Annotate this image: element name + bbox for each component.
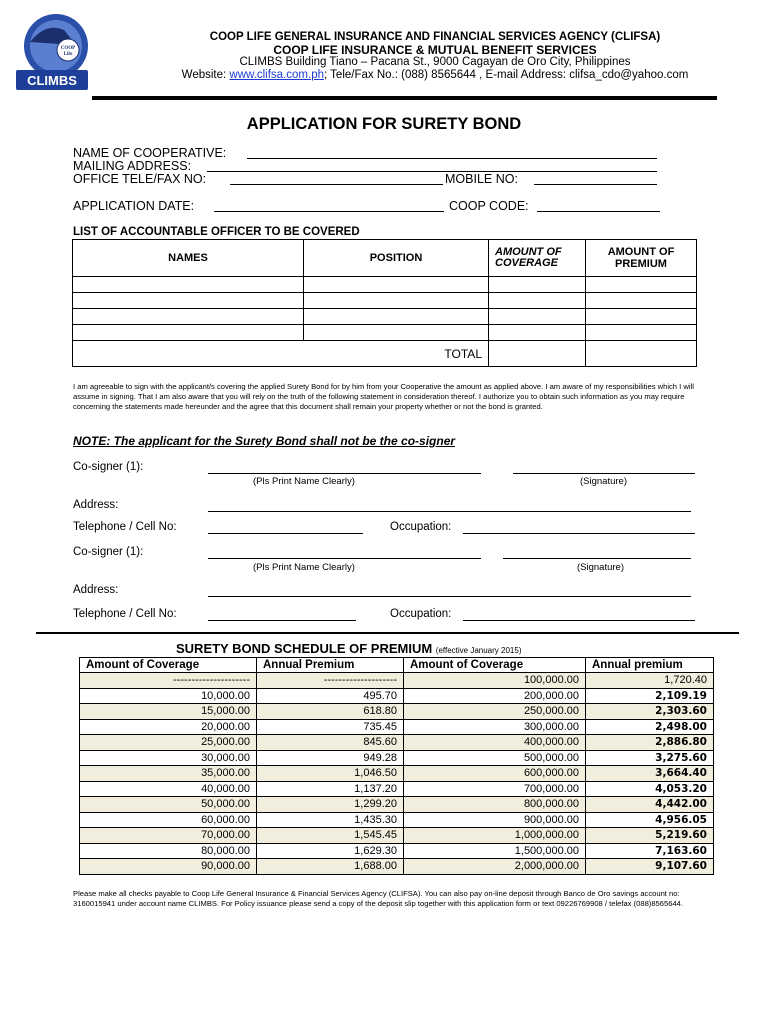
cosigner-1-address-label: Address:: [73, 499, 119, 511]
premium-a-cell: --------------------: [257, 673, 404, 689]
coverage-a-cell: ---------------------: [80, 673, 257, 689]
cosigner-note: NOTE: The applicant for the Surety Bond shall not be the co-signer: [73, 434, 456, 448]
table-row: [80, 797, 714, 813]
premium-b-cell: 2,498.00: [586, 719, 714, 735]
coverage-b-cell: 600,000.00: [404, 766, 586, 782]
premium-b-cell: 4,442.00: [586, 797, 714, 813]
cosigner-2-occupation-label: Occupation:: [390, 608, 452, 620]
coverage-a-cell: 30,000.00: [80, 750, 257, 766]
contact-info: ; Tele/Fax No.: (088) 8565644 , E-mail Address: clifsa_cdo@yahoo.com: [324, 69, 689, 81]
coverage-b-cell: 2,000,000.00: [404, 859, 586, 875]
cosigner-2-signature-field[interactable]: [503, 546, 691, 559]
premium-b-cell: 4,956.05: [586, 812, 714, 828]
name-cell[interactable]: [73, 325, 304, 341]
premium-a-cell: 1,629.30: [257, 843, 404, 859]
premium-cell[interactable]: [586, 325, 697, 341]
table-row: [73, 277, 697, 293]
col-premium-a: Annual Premium: [257, 658, 404, 673]
table-row: [80, 750, 714, 766]
coverage-a-cell: 40,000.00: [80, 781, 257, 797]
application-date-field[interactable]: [214, 199, 444, 212]
coverage-a-cell: 20,000.00: [80, 719, 257, 735]
table-row: [80, 735, 714, 751]
coop-code-field[interactable]: [537, 199, 660, 212]
coverage-a-cell: 80,000.00: [80, 843, 257, 859]
cosigner-2-address-label: Address:: [73, 584, 119, 596]
position-cell[interactable]: [304, 277, 489, 293]
name-cell[interactable]: [73, 293, 304, 309]
svg-text:COOP: COOP: [60, 46, 76, 51]
premium-a-cell: 1,545.45: [257, 828, 404, 844]
premium-b-cell: 9,107.60: [586, 859, 714, 875]
coverage-a-cell: 90,000.00: [80, 859, 257, 875]
table-row: [80, 719, 714, 735]
total-label: TOTAL: [73, 341, 489, 367]
print-name-hint: (Pls Print Name Clearly): [253, 476, 355, 487]
cosigner-2-phone-field[interactable]: [208, 608, 356, 621]
application-date-label: APPLICATION DATE:: [73, 199, 195, 213]
coverage-a-cell: 35,000.00: [80, 766, 257, 782]
premium-schedule-table: [79, 657, 714, 875]
coverage-a-cell: 60,000.00: [80, 812, 257, 828]
premium-a-cell: 495.70: [257, 688, 404, 704]
agreement-text: I am agreeable to sign with the applicant/s covering the applied Surety Bond for by him from your Cooperative the amount as applied above. I am aware of my responsibilities which I will assume in signing. That I am also aware that you will rely on the truth of the following statement in consideration thereof. I authorize you to obtain such information as you may require concerning the statements made hereunder and the agree that this document shall remain your property whether or not the bond is granted.: [73, 382, 694, 411]
name-cell[interactable]: [73, 309, 304, 325]
cosigner-1-label: Co-signer (1):: [73, 461, 144, 473]
cooperative-field[interactable]: [247, 146, 657, 159]
table-row: [80, 781, 714, 797]
premium-b-cell: 2,886.80: [586, 735, 714, 751]
premium-cell[interactable]: [586, 277, 697, 293]
total-coverage-cell[interactable]: [489, 341, 586, 367]
premium-b-cell: 3,664.40: [586, 766, 714, 782]
schedule-title: [176, 641, 521, 656]
cosigner-1-phone-field[interactable]: [208, 521, 363, 534]
table-row: [80, 688, 714, 704]
table-row: [80, 673, 714, 689]
coverage-b-cell: 500,000.00: [404, 750, 586, 766]
signature-hint: (Signature): [580, 476, 627, 487]
table-row: [80, 766, 714, 782]
mailing-address-field[interactable]: [207, 159, 657, 172]
premium-a-cell: 949.28: [257, 750, 404, 766]
col-amount-coverage: AMOUNT OF COVERAGE: [489, 240, 586, 277]
col-premium-b: Annual premium: [586, 658, 714, 673]
signature-hint: (Signature): [577, 562, 624, 573]
premium-b-cell: 2,109.19: [586, 688, 714, 704]
coverage-cell[interactable]: [489, 325, 586, 341]
col-coverage-b: Amount of Coverage: [404, 658, 586, 673]
cosigner-2-name-field[interactable]: [208, 546, 481, 559]
cosigner-1-occupation-field[interactable]: [463, 521, 695, 534]
position-cell[interactable]: [304, 293, 489, 309]
premium-b-cell: 1,720.40: [586, 673, 714, 689]
premium-a-cell: 1,688.00: [257, 859, 404, 875]
officers-table: [72, 239, 697, 367]
svg-text:Life: Life: [63, 52, 73, 57]
table-row: [80, 859, 714, 875]
org-name-clifsa: COOP LIFE GENERAL INSURANCE AND FINANCIAL SERVICES AGENCY (CLIFSA): [209, 31, 661, 43]
premium-a-cell: 618.80: [257, 704, 404, 720]
table-row: [80, 812, 714, 828]
col-position: POSITION: [304, 240, 489, 277]
coverage-b-cell: 300,000.00: [404, 719, 586, 735]
website-label: Website:: [181, 69, 230, 81]
col-names: NAMES: [73, 240, 304, 277]
coverage-a-cell: 50,000.00: [80, 797, 257, 813]
cooperative-label: NAME OF COOPERATIVE:: [73, 146, 227, 160]
schedule-title-text: SURETY BOND SCHEDULE OF PREMIUM: [176, 641, 433, 656]
org-address: CLIMBS Building Tiano – Pacana St., 9000 Cagayan de Oro City, Philippines: [239, 56, 631, 68]
telefax-label: OFFICE TELE/FAX NO:: [73, 172, 207, 186]
coverage-a-cell: 70,000.00: [80, 828, 257, 844]
coop-code-label: COOP CODE:: [449, 199, 529, 213]
premium-a-cell: 735.45: [257, 719, 404, 735]
coverage-b-cell: 200,000.00: [404, 688, 586, 704]
col-amount-premium: AMOUNT OF PREMIUM: [586, 240, 697, 277]
premium-a-cell: 845.60: [257, 735, 404, 751]
payment-instructions: Please make all checks payable to Coop Life General Insurance & Financial Services Agency (CLIFSA). You can also pay on-line deposit through Banco de Oro savings account no: 3160015941 under account name CLIMBS. For Policy issuance please send a copy of the deposit slip together with this application form or text 09226769908 / telefax (088)8565644.: [73, 889, 683, 908]
table-row: [80, 843, 714, 859]
cosigner-1-signature-field[interactable]: [513, 461, 695, 474]
premium-a-cell: 1,046.50: [257, 766, 404, 782]
cosigner-1-name-field[interactable]: [208, 461, 481, 474]
premium-b-cell: 7,163.60: [586, 843, 714, 859]
svg-text:CLIMBS: CLIMBS: [27, 73, 77, 88]
org-name-climbs: COOP LIFE INSURANCE & MUTUAL BENEFIT SERVICES: [273, 43, 597, 57]
coverage-b-cell: 100,000.00: [404, 673, 586, 689]
position-cell[interactable]: [304, 309, 489, 325]
table-row: [80, 704, 714, 720]
table-row: [80, 828, 714, 844]
cosigner-2-address-field[interactable]: [208, 584, 691, 597]
coverage-b-cell: 250,000.00: [404, 704, 586, 720]
premium-a-cell: 1,299.20: [257, 797, 404, 813]
coverage-b-cell: 400,000.00: [404, 735, 586, 751]
cosigner-2-occupation-field[interactable]: [463, 608, 695, 621]
website-link[interactable]: www.clifsa.com.ph: [229, 69, 324, 81]
org-contact: [110, 69, 760, 82]
mobile-field[interactable]: [534, 172, 657, 185]
col-coverage-a: Amount of Coverage: [80, 658, 257, 673]
coverage-cell[interactable]: [489, 309, 586, 325]
header-divider: [92, 96, 717, 100]
coverage-b-cell: 900,000.00: [404, 812, 586, 828]
total-premium-cell[interactable]: [586, 341, 697, 367]
cosigner-1-phone-label: Telephone / Cell No:: [73, 521, 177, 533]
cosigner-2-phone-label: Telephone / Cell No:: [73, 608, 177, 620]
mailing-address-label: MAILING ADDRESS:: [73, 159, 192, 173]
premium-b-cell: 4,053.20: [586, 781, 714, 797]
coverage-a-cell: 25,000.00: [80, 735, 257, 751]
table-row: [73, 309, 697, 325]
premium-a-cell: 1,435.30: [257, 812, 404, 828]
premium-cell[interactable]: [586, 293, 697, 309]
coverage-b-cell: 1,500,000.00: [404, 843, 586, 859]
cosigner-1-address-field[interactable]: [208, 499, 691, 512]
premium-b-cell: 3,275.60: [586, 750, 714, 766]
page-title: APPLICATION FOR SURETY BOND: [246, 115, 522, 133]
telefax-field[interactable]: [230, 172, 443, 185]
premium-b-cell: 2,303.60: [586, 704, 714, 720]
premium-b-cell: 5,219.60: [586, 828, 714, 844]
table-row: [73, 325, 697, 341]
cosigner-1-occupation-label: Occupation:: [390, 521, 452, 533]
name-cell[interactable]: [73, 277, 304, 293]
total-row: [73, 341, 697, 367]
coverage-b-cell: 700,000.00: [404, 781, 586, 797]
cosigner-2-label: Co-signer (1):: [73, 546, 144, 558]
coverage-cell[interactable]: [489, 293, 586, 309]
mobile-label: MOBILE NO:: [445, 172, 518, 186]
schedule-effective: (effective January 2015): [435, 646, 522, 655]
climbs-logo: [16, 12, 88, 92]
premium-a-cell: 1,137.20: [257, 781, 404, 797]
table-row: [73, 293, 697, 309]
coverage-a-cell: 10,000.00: [80, 688, 257, 704]
coverage-a-cell: 15,000.00: [80, 704, 257, 720]
section-divider: [36, 632, 739, 634]
print-name-hint: (Pls Print Name Clearly): [253, 562, 355, 573]
coverage-cell[interactable]: [489, 277, 586, 293]
officers-section-title: LIST OF ACCOUNTABLE OFFICER TO BE COVERED: [73, 226, 360, 238]
coverage-b-cell: 1,000,000.00: [404, 828, 586, 844]
position-cell[interactable]: [304, 325, 489, 341]
coverage-b-cell: 800,000.00: [404, 797, 586, 813]
premium-cell[interactable]: [586, 309, 697, 325]
